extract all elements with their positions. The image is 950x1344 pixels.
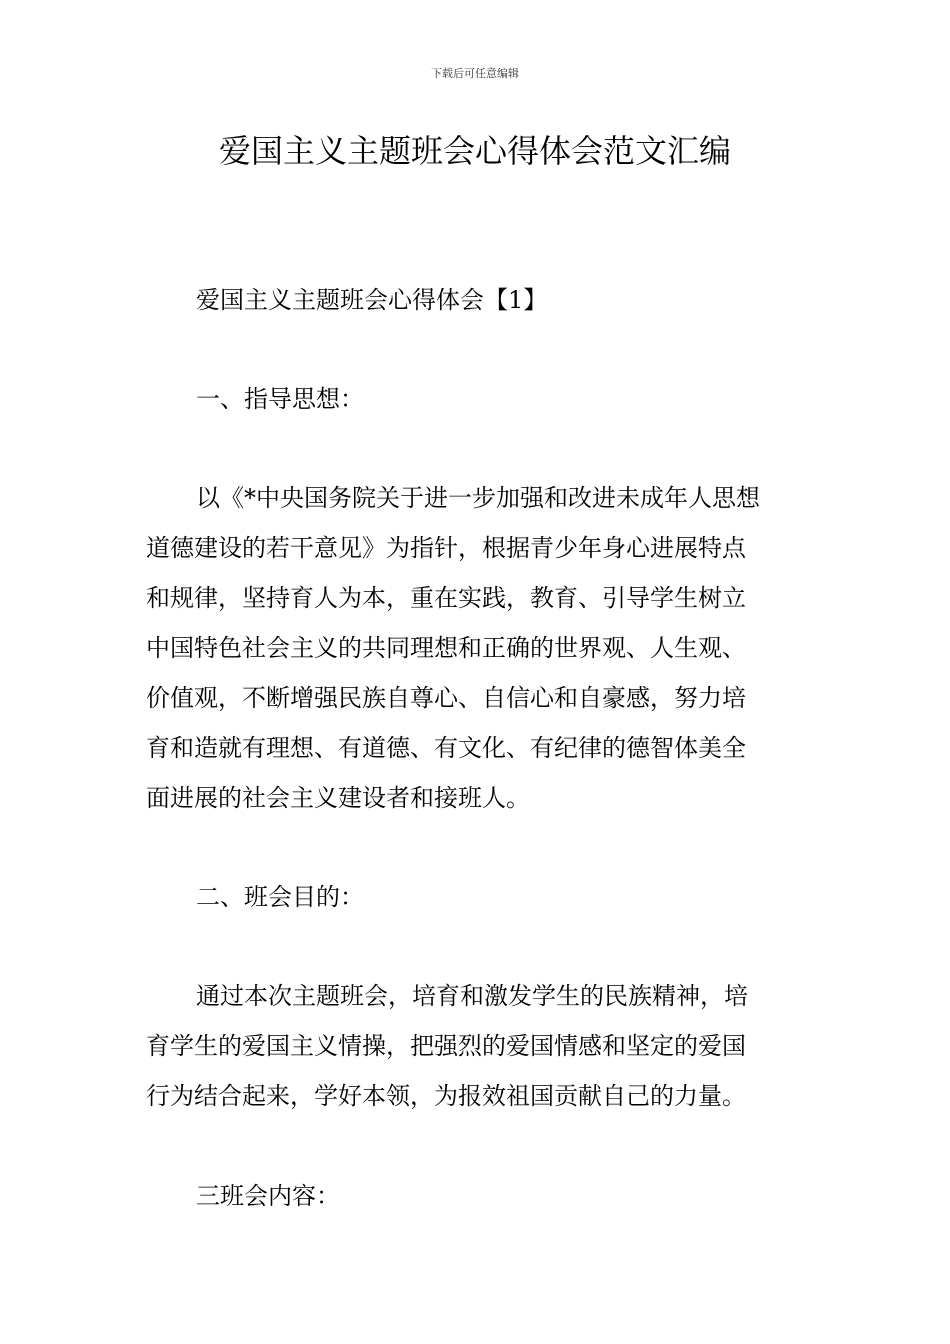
section-heading-class-meeting-purpose: 二、班会目的： [196,883,364,911]
paragraph-line: 面进展的社会主义建设者和接班人。 [146,784,530,812]
paragraph-line: 育和造就有理想、有道德、有文化、有纪律的德智体美全 [146,734,746,762]
paragraph-line: 行为结合起来，学好本领，为报效祖国贡献自己的力量。 [146,1082,746,1110]
document-title: 爱国主义主题班会心得体会范文汇编 [218,132,731,170]
paragraph-line: 和规律，坚持育人为本，重在实践，教育、引导学生树立 [146,584,746,612]
paragraph-line: 价值观，不断增强民族自尊心、自信心和自豪感，努力培 [146,684,746,712]
paragraph-line: 育学生的爱国主义情操，把强烈的爱国情感和坚定的爱国 [146,1032,746,1060]
section-heading-class-meeting-content: 三班会内容： [196,1182,340,1210]
header-note: 下载后可任意编辑 [431,67,519,80]
paragraph-guiding-ideology [146,473,816,823]
section-heading-guiding-ideology: 一、指导思想： [196,385,364,413]
paragraph-line: 以《*中央国务院关于进一步加强和改进未成年人思想 [196,484,760,512]
paragraph-class-meeting-purpose [146,971,816,1121]
subtitle: 爱国主义主题班会心得体会【1】 [196,286,548,314]
paragraph-line: 中国特色社会主义的共同理想和正确的世界观、人生观、 [146,634,746,662]
paragraph-line: 道德建设的若干意见》为指针，根据青少年身心进展特点 [146,534,746,562]
paragraph-line: 通过本次主题班会，培育和激发学生的民族精神，培 [196,982,748,1010]
